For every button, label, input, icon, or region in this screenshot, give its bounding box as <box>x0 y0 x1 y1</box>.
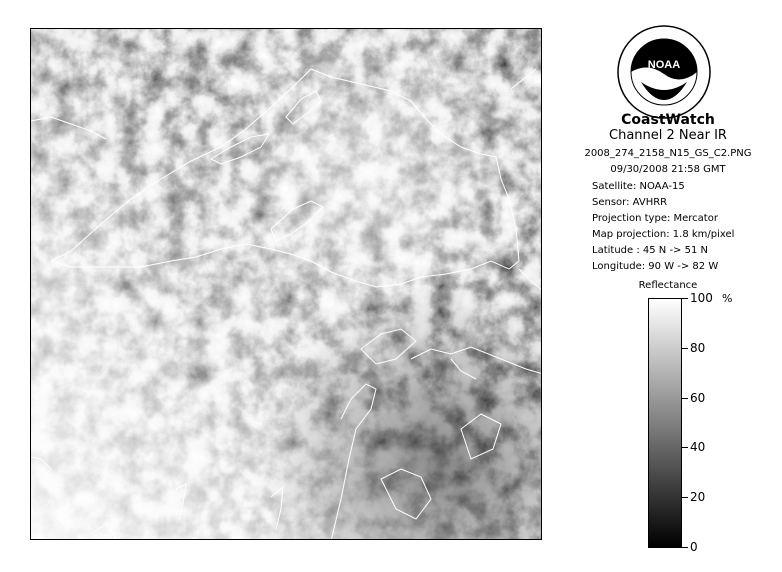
colorbar-tick-label: 80 <box>690 340 706 355</box>
colorbar-tick-label: 0 <box>690 540 698 554</box>
map-projection: Map projection: 1.8 km/pixel <box>592 229 735 240</box>
colorbar-tick-label: 100 <box>690 291 713 305</box>
satellite-image <box>30 28 542 540</box>
colorbar-tick <box>682 298 688 299</box>
longitude: Longitude: 90 W -> 82 W <box>592 261 719 272</box>
colorbar-tick <box>682 348 688 349</box>
colorbar-tick-label: 60 <box>690 390 706 405</box>
noaa-logo <box>616 24 712 120</box>
colorbar-tick-label: 20 <box>690 490 706 505</box>
reflectance-colorbar <box>648 298 682 548</box>
sensor: Sensor: AVHRR <box>592 197 668 208</box>
colorbar-title: Reflectance <box>638 280 698 291</box>
colorbar-tick-label: 40 <box>690 440 706 455</box>
colorbar-tick <box>682 398 688 399</box>
subtitle: Channel 2 Near IR <box>609 128 727 143</box>
colorbar-tick <box>682 547 688 548</box>
satellite-image-svg <box>31 29 542 540</box>
logo-text: NOAA <box>647 59 681 71</box>
latitude: Latitude : 45 N -> 51 N <box>592 245 708 256</box>
datetime: 09/30/2008 21:58 GMT <box>610 164 726 175</box>
colorbar-tick <box>682 447 688 448</box>
colorbar-unit: % <box>722 292 733 305</box>
filename: 2008_274_2158_N15_GS_C2.PNG <box>584 148 752 159</box>
dark-land-region <box>31 29 542 540</box>
info-panel <box>562 20 774 560</box>
title: CoastWatch <box>621 112 715 128</box>
colorbar-tick <box>682 497 688 498</box>
satellite: Satellite: NOAA-15 <box>592 181 685 192</box>
projection-type: Projection type: Mercator <box>592 213 718 224</box>
